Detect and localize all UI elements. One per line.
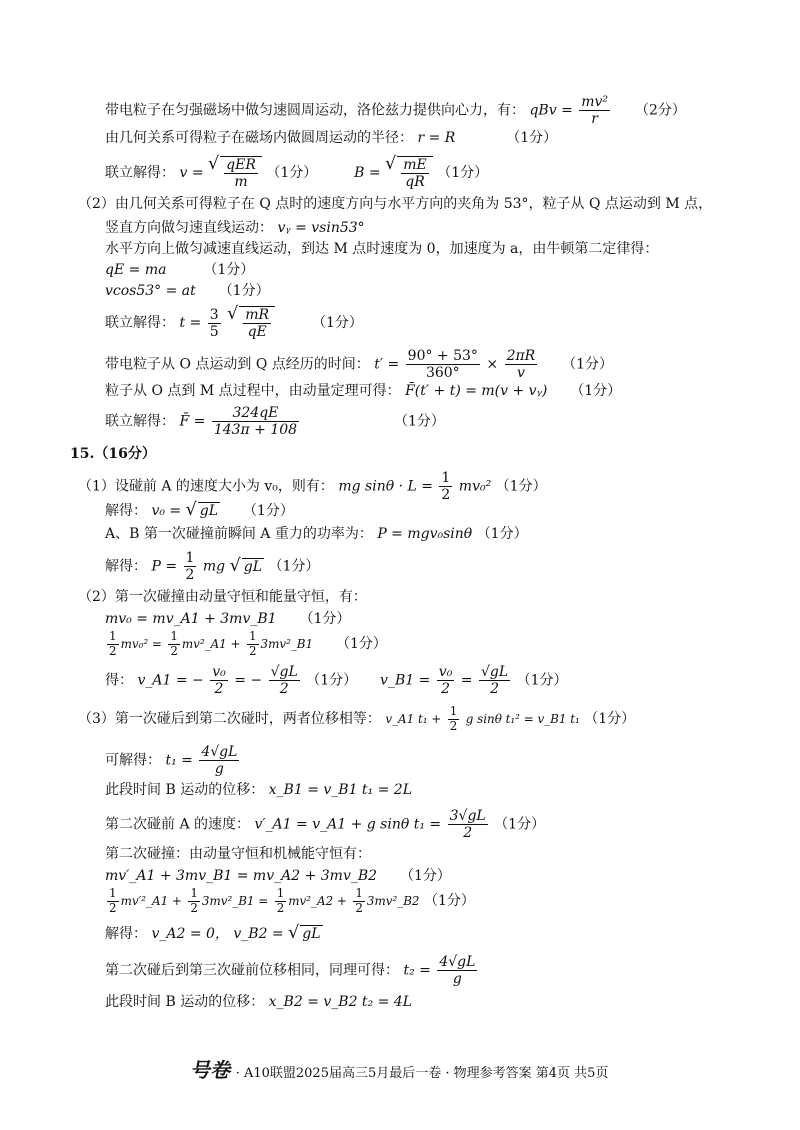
fraction-4 [353, 887, 365, 915]
score: （1分） [584, 711, 636, 728]
score-2: （1分） [437, 165, 489, 182]
denominator: 2 [441, 487, 451, 504]
text: 可解得： [105, 752, 161, 769]
score: （1分） [299, 611, 351, 627]
numerator: 1 [441, 470, 451, 486]
score: （1分） [203, 262, 255, 278]
score: （1分） [476, 526, 528, 542]
text: 带电粒子在匀强磁场中做匀速圆周运动，洛伦兹力提供向心力，有： [105, 102, 525, 119]
numerator: 1 [449, 704, 458, 718]
denominator: 2 [441, 681, 450, 698]
text: 带电粒子从 O 点运动到 Q 点经历的时间： [105, 356, 370, 373]
fraction-2 [168, 630, 180, 658]
line-7 [105, 262, 254, 278]
denominator: v [516, 365, 525, 382]
score: （1分） [336, 636, 387, 653]
text: （2）第一次碰撞由动量守恒和能量守恒，有： [78, 589, 367, 605]
line-11 [105, 383, 621, 399]
footer-text: · A10联盟2025届高三5月最后一卷 · 物理参考答案 第4页 共5页 [235, 1066, 609, 1081]
equation: qE = ma [105, 262, 167, 278]
eq-lhs: t₂ = [403, 962, 431, 979]
equation: vᵧ = vsin53° [277, 220, 365, 236]
term-1: mv′²_A1 + [120, 894, 182, 909]
denominator: 2 [355, 900, 363, 915]
eq-lhs: v₀ = [151, 502, 182, 519]
fraction [448, 705, 460, 733]
line-3 [105, 156, 488, 190]
denominator: 2 [463, 825, 473, 842]
fraction [439, 470, 452, 503]
page-footer [0, 1054, 800, 1083]
fraction-1 [406, 348, 480, 381]
numerator: 1 [170, 629, 178, 643]
eq2-lhs: v_B2 = [233, 925, 284, 942]
score: （1分） [570, 383, 622, 399]
text: 此段时间 B 运动的位移： [105, 994, 265, 1010]
numerator: 324qE [212, 405, 299, 422]
eq-lhs: t₁ = [165, 752, 193, 769]
term-3: mv²_A2 + [288, 894, 347, 909]
equation: x_B2 = v_B2 t₂ = 4L [268, 994, 413, 1010]
denominator: g [452, 971, 462, 988]
score: （1分） [494, 816, 546, 833]
text: 得： [105, 672, 133, 689]
line-20 [105, 630, 387, 658]
denominator: 2 [109, 643, 117, 658]
text: （2）由几何关系可得粒子在 Q 点时的速度方向与水平方向的夹角为 53°，粒子从 Q 点运动到 M 点， [78, 196, 713, 212]
numerator: 1 [248, 629, 257, 643]
numerator: mv² [581, 94, 609, 110]
radicand: gL [302, 926, 321, 942]
fraction-3 [247, 630, 259, 658]
numerator: qER [226, 157, 256, 173]
fraction-1 [210, 664, 228, 697]
fraction-2 [188, 887, 200, 915]
score: （1分） [242, 502, 294, 519]
text: 由几何关系可得粒子在磁场内做圆周运动的半径： [105, 130, 413, 146]
text: 第二次碰前 A 的速度： [105, 816, 251, 833]
fraction-3 [437, 664, 455, 697]
numerator: 4√gL [201, 744, 238, 760]
line-5 [105, 220, 365, 236]
term-4: 3mv²_B2 [366, 894, 420, 909]
denominator: g [214, 761, 224, 778]
line-23 [105, 744, 241, 777]
score-2: （1分） [516, 672, 568, 689]
fraction [224, 157, 258, 190]
eq-lhs: F̄ = [179, 413, 206, 430]
text: （1）设碰前 A 的速度大小为 v₀，则有： [78, 478, 334, 495]
score-1: （1分） [266, 165, 318, 182]
equation: mv₀ = mv_A1 + 3mv_B1 [105, 611, 277, 627]
fraction-2 [269, 664, 300, 697]
equation: mv′_A1 + 3mv_B1 = mv_A2 + 3mv_B2 [105, 868, 378, 884]
equation: F̄(t′ + t) = m(v + vᵧ) [405, 383, 548, 399]
line-24 [105, 782, 412, 798]
eq-rhs: mv₀² [458, 478, 492, 495]
fraction [184, 550, 197, 583]
line-17 [105, 550, 319, 583]
radicand: gL [199, 503, 219, 519]
fraction-3 [275, 887, 287, 915]
fraction [208, 307, 221, 340]
text: 第二次碰后到第三次碰前位移相同，同理可得： [105, 962, 399, 979]
line-8 [105, 283, 270, 299]
numerator: √gL [480, 664, 509, 680]
text: 联立解得： [105, 413, 175, 430]
text: A、B 第一次碰撞前瞬间 A 重力的功率为： [105, 526, 373, 542]
radicand: gL [243, 558, 263, 575]
denominator: 2 [490, 681, 499, 698]
denominator: 143π + 108 [213, 422, 298, 439]
numerator: 3 [209, 306, 219, 323]
text: 竖直方向做匀速直线运动： [105, 220, 273, 236]
fraction-2 [505, 348, 538, 381]
fraction [199, 744, 239, 777]
term-2: mv²_A1 + [181, 637, 241, 652]
fraction-1 [107, 887, 119, 915]
score: （1分） [506, 130, 558, 146]
numerator: 90° + 53° [407, 348, 478, 364]
text: 15.（16分） [70, 446, 156, 462]
score: （1分） [495, 478, 547, 495]
denominator: 2 [190, 900, 198, 915]
eq-lhs: v′_A1 = v_A1 + g sinθ t₁ = [254, 816, 442, 833]
score: （1分） [399, 868, 451, 884]
term-3: 3mv²_B1 [260, 637, 314, 652]
eq1-mid: = − [234, 672, 263, 689]
line-12 [105, 405, 445, 438]
fraction-1 [107, 630, 119, 658]
line-14 [78, 470, 547, 503]
term-2: 3mv²_B1 = [201, 894, 269, 909]
line-9 [105, 306, 363, 340]
denominator: 2 [170, 643, 178, 658]
denominator: qR [405, 174, 425, 191]
numerator: 1 [109, 886, 117, 900]
text: 解得： [105, 502, 147, 519]
equation: x_B1 = v_B1 t₁ = 2L [268, 782, 413, 798]
times: × [486, 356, 499, 373]
line-27 [105, 868, 451, 884]
line-28 [105, 887, 475, 915]
denominator: 360° [425, 365, 460, 382]
line-18 [78, 589, 367, 605]
eq-lhs: P = [151, 558, 178, 575]
denominator: 2 [279, 681, 289, 698]
term-1: mv₀² = [120, 637, 162, 652]
text: 水平方向上做匀减速直线运动，到达 M 点时速度为 0，加速度为 a，由牛顿第二定律得： [105, 241, 659, 257]
eq2-lhs: v_B1 = [380, 672, 431, 689]
eq1-lhs: v = [179, 165, 204, 182]
denominator: 2 [214, 681, 224, 698]
text: 粒子从 O 点到 M 点过程中，由动量定理可得： [105, 383, 401, 399]
sqrt: √ $\frac{mE}{qR}$ [385, 156, 433, 190]
fraction [448, 808, 488, 841]
text: 解得： [105, 925, 147, 942]
score: （2分） [634, 102, 686, 119]
line-15 [105, 502, 294, 520]
line-29 [105, 925, 323, 943]
score: （1分） [311, 315, 363, 332]
question-heading [70, 446, 156, 462]
sqrt: √ $\frac{\text{qER}}{m}$ [208, 156, 262, 190]
denominator: 2 [248, 643, 257, 658]
numerator: 3√gL [449, 808, 486, 824]
eq-lhs: t′ = [374, 356, 400, 373]
line-2 [105, 130, 557, 146]
line-25 [105, 808, 545, 841]
line-31 [105, 994, 412, 1010]
line-6 [105, 241, 658, 257]
fraction [243, 307, 271, 340]
denominator: m [234, 174, 248, 191]
fraction [212, 405, 299, 438]
numerator: 1 [190, 886, 198, 900]
numerator: 1 [185, 550, 195, 566]
numerator: mE [403, 157, 427, 173]
eq-a: v_A1 t₁ + [385, 712, 442, 727]
text: 解得： [105, 558, 147, 575]
score: （1分） [394, 413, 445, 430]
text: 联立解得： [105, 165, 175, 182]
numerator: mR [245, 307, 270, 323]
numerator: v₀ [212, 664, 226, 680]
denominator: 2 [109, 900, 117, 915]
line-1 [105, 94, 686, 127]
denominator: 2 [276, 900, 285, 915]
eq2-lhs: B = [354, 165, 381, 182]
denominator: qE [247, 324, 267, 341]
text: 第二次碰撞：由动量守恒和机械能守恒有： [105, 846, 371, 862]
publisher-logo: 号卷 [188, 1058, 234, 1082]
denominator: 5 [209, 323, 219, 340]
text: 此段时间 B 运动的位移： [105, 782, 265, 798]
line-22 [78, 705, 635, 733]
numerator: 2πR [506, 348, 536, 364]
fraction [437, 954, 477, 987]
line-4 [78, 196, 712, 212]
line-21 [105, 664, 568, 697]
sqrt: √ gL [288, 923, 321, 943]
score: （1分） [423, 893, 475, 910]
eq2-mid: = [460, 672, 473, 689]
score: （1分） [218, 283, 270, 299]
sqrt: √ gL [185, 500, 219, 520]
denominator: 2 [449, 718, 458, 733]
eq-lhs: t = [179, 315, 202, 332]
numerator: √gL [270, 664, 298, 680]
line-16 [105, 526, 528, 542]
numerator: 4√gL [439, 954, 476, 970]
denominator: r [591, 111, 598, 128]
equation: P = mgv₀sinθ [377, 526, 473, 542]
score: （1分） [268, 558, 320, 575]
equation: vcos53° = at [105, 283, 196, 299]
eq-b: g sinθ t₁² = v_B1 t₁ [465, 712, 580, 727]
sqrt: √ $\frac{mR}{qE}$ [227, 306, 275, 340]
eq-rhs: mg [202, 558, 226, 575]
fraction-4 [479, 664, 510, 697]
line-19 [105, 611, 350, 627]
line-30 [105, 954, 479, 987]
text: 联立解得： [105, 315, 175, 332]
numerator: 1 [109, 629, 117, 643]
numerator: v₀ [438, 664, 453, 680]
sqrt: √ gL [229, 555, 263, 576]
equation: r = R [417, 130, 456, 146]
denominator: 2 [185, 567, 195, 584]
text: （3）第一次碰后到第二次碰时，两者位移相等： [78, 711, 381, 728]
score: （1分） [562, 356, 614, 373]
fraction [401, 157, 429, 190]
numerator: 1 [276, 886, 285, 900]
fraction [579, 94, 610, 127]
line-26 [105, 846, 371, 862]
eq-lhs: qBv = [529, 102, 573, 119]
eq-1: v_A2 = 0， [151, 925, 229, 942]
line-10 [105, 348, 613, 381]
numerator: 1 [355, 886, 363, 900]
eq-lhs: mg sinθ · L = [338, 478, 433, 495]
score-1: （1分） [306, 672, 358, 689]
eq1-lhs: v_A1 = − [137, 672, 204, 689]
